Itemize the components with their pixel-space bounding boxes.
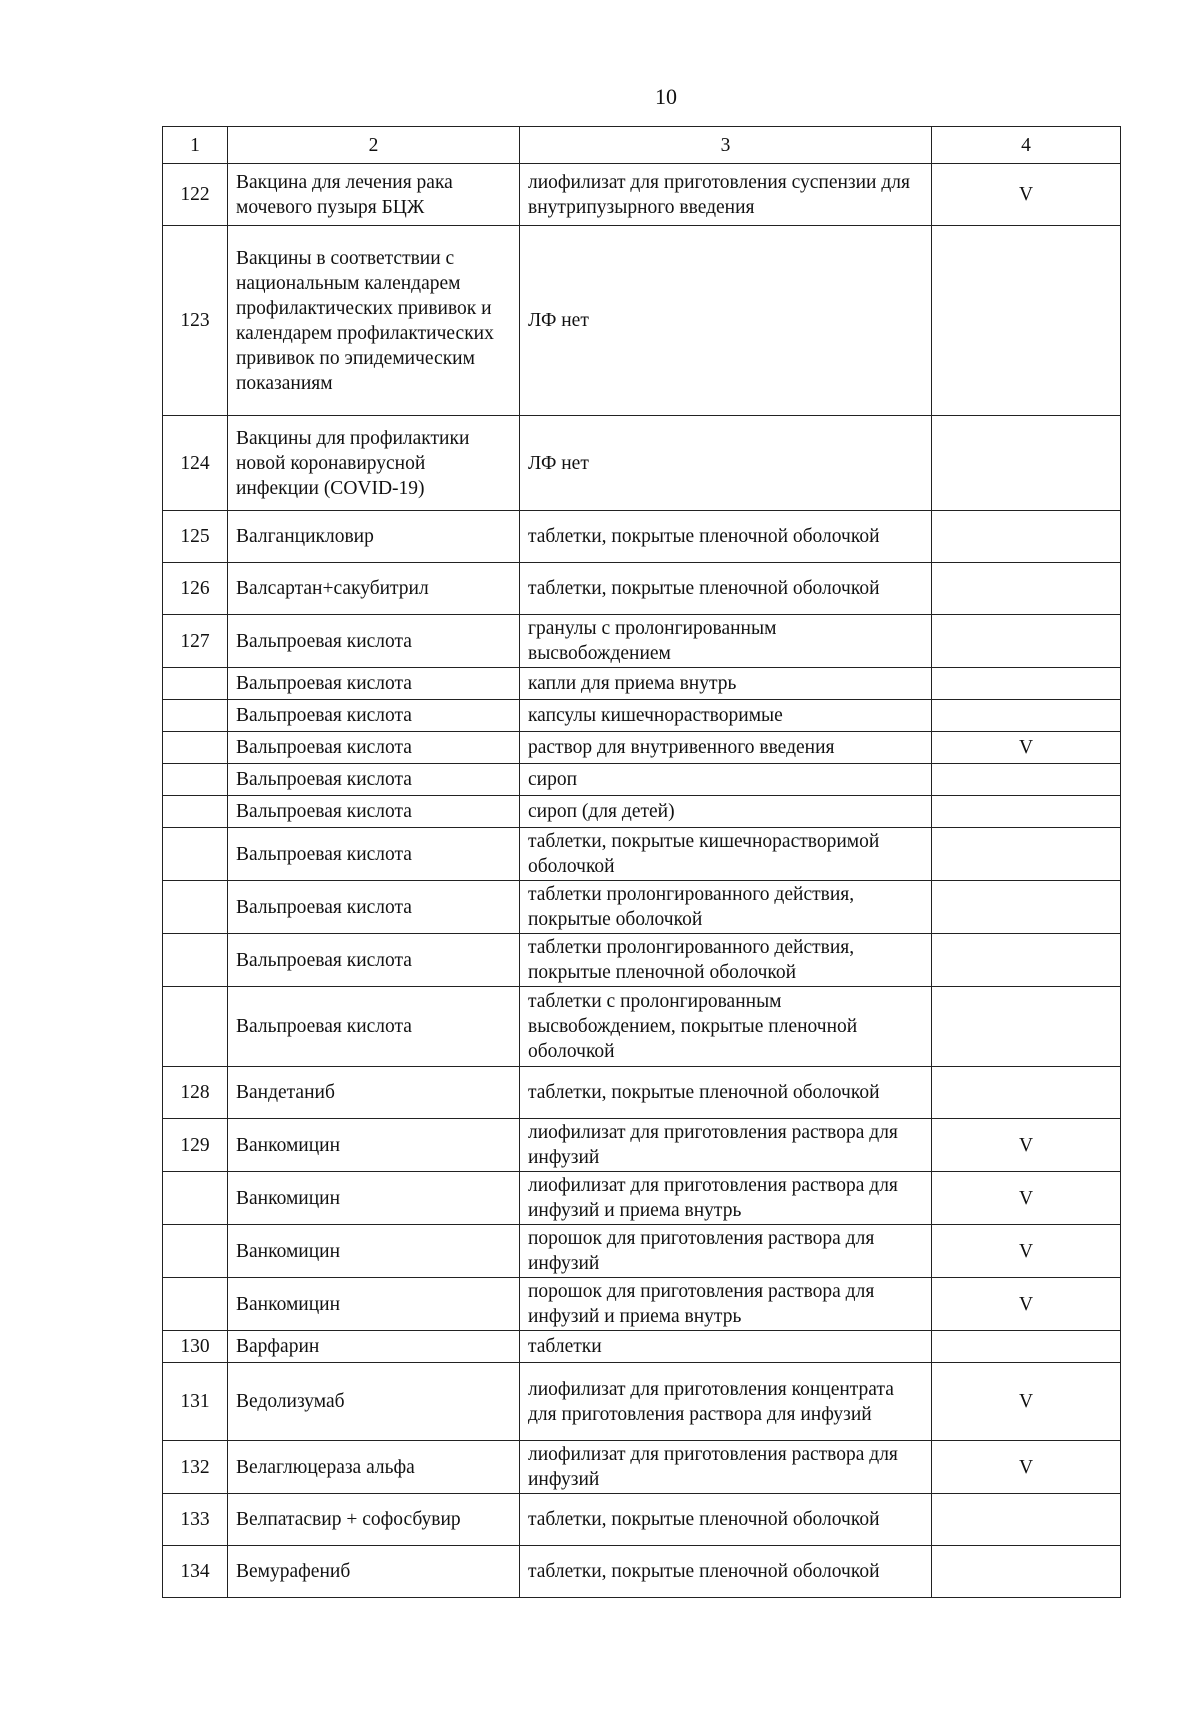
header-col-3: 3 bbox=[520, 127, 932, 164]
drug-name: Вандетаниб bbox=[228, 1067, 520, 1119]
header-col-4: 4 bbox=[932, 127, 1121, 164]
dosage-form: лиофилизат для приготовления раствора для инфузий bbox=[520, 1441, 932, 1494]
drug-name: Варфарин bbox=[228, 1331, 520, 1363]
mark: V bbox=[932, 1119, 1121, 1172]
table-row bbox=[163, 1331, 1121, 1363]
table-row bbox=[163, 987, 1121, 1067]
dosage-form: капли для приема внутрь bbox=[520, 668, 932, 700]
mark bbox=[932, 511, 1121, 563]
table-row bbox=[163, 1494, 1121, 1546]
drug-table bbox=[162, 126, 1121, 1598]
mark: V bbox=[932, 1278, 1121, 1331]
header-col-1: 1 bbox=[163, 127, 228, 164]
row-number: 122 bbox=[163, 164, 228, 226]
row-number: 123 bbox=[163, 226, 228, 416]
dosage-form: ЛФ нет bbox=[520, 416, 932, 511]
table-row bbox=[163, 1363, 1121, 1441]
drug-name: Вальпроевая кислота bbox=[228, 668, 520, 700]
row-number: 134 bbox=[163, 1546, 228, 1598]
table-row bbox=[163, 1067, 1121, 1119]
drug-name: Вальпроевая кислота bbox=[228, 934, 520, 987]
drug-name: Ванкомицин bbox=[228, 1119, 520, 1172]
mark bbox=[932, 987, 1121, 1067]
row-number: 129 bbox=[163, 1119, 228, 1172]
table-row bbox=[163, 1172, 1121, 1225]
row-number bbox=[163, 668, 228, 700]
mark bbox=[932, 226, 1121, 416]
row-number: 127 bbox=[163, 615, 228, 668]
drug-name: Вальпроевая кислота bbox=[228, 881, 520, 934]
mark bbox=[932, 416, 1121, 511]
row-number: 125 bbox=[163, 511, 228, 563]
dosage-form: таблетки bbox=[520, 1331, 932, 1363]
row-number: 128 bbox=[163, 1067, 228, 1119]
dosage-form: ЛФ нет bbox=[520, 226, 932, 416]
row-number bbox=[163, 1225, 228, 1278]
dosage-form: лиофилизат для приготовления раствора для инфузий bbox=[520, 1119, 932, 1172]
table-row bbox=[163, 511, 1121, 563]
dosage-form: таблетки, покрытые пленочной оболочкой bbox=[520, 1067, 932, 1119]
table-row bbox=[163, 615, 1121, 668]
table-row bbox=[163, 668, 1121, 700]
mark bbox=[932, 796, 1121, 828]
row-number bbox=[163, 934, 228, 987]
row-number bbox=[163, 881, 228, 934]
drug-name: Вальпроевая кислота bbox=[228, 615, 520, 668]
mark: V bbox=[932, 1225, 1121, 1278]
mark bbox=[932, 615, 1121, 668]
drug-name: Ванкомицин bbox=[228, 1172, 520, 1225]
row-number bbox=[163, 987, 228, 1067]
mark: V bbox=[932, 164, 1121, 226]
mark bbox=[932, 563, 1121, 615]
table-row bbox=[163, 700, 1121, 732]
drug-name: Вакцины для профилактики новой коронавирусной инфекции (COVID-19) bbox=[228, 416, 520, 511]
table-row bbox=[163, 1278, 1121, 1331]
row-number: 126 bbox=[163, 563, 228, 615]
row-number: 130 bbox=[163, 1331, 228, 1363]
mark bbox=[932, 881, 1121, 934]
mark bbox=[932, 1067, 1121, 1119]
drug-name: Вальпроевая кислота bbox=[228, 764, 520, 796]
dosage-form: лиофилизат для приготовления раствора для инфузий и приема внутрь bbox=[520, 1172, 932, 1225]
row-number bbox=[163, 796, 228, 828]
table-row bbox=[163, 934, 1121, 987]
dosage-form: порошок для приготовления раствора для инфузий bbox=[520, 1225, 932, 1278]
mark bbox=[932, 700, 1121, 732]
row-number bbox=[163, 764, 228, 796]
table-row bbox=[163, 1546, 1121, 1598]
dosage-form: таблетки, покрытые пленочной оболочкой bbox=[520, 563, 932, 615]
mark bbox=[932, 828, 1121, 881]
drug-name: Вакцины в соответствии с национальным календарем профилактических прививок и календарем профилактических прививок по эпидемическим показаниям bbox=[228, 226, 520, 416]
row-number: 131 bbox=[163, 1363, 228, 1441]
drug-name: Ванкомицин bbox=[228, 1225, 520, 1278]
drug-name: Валганцикловир bbox=[228, 511, 520, 563]
dosage-form: лиофилизат для приготовления концентрата для приготовления раствора для инфузий bbox=[520, 1363, 932, 1441]
table-row bbox=[163, 881, 1121, 934]
mark bbox=[932, 934, 1121, 987]
mark: V bbox=[932, 1441, 1121, 1494]
mark bbox=[932, 1494, 1121, 1546]
table-row bbox=[163, 764, 1121, 796]
dosage-form: таблетки пролонгированного действия, покрытые оболочкой bbox=[520, 881, 932, 934]
row-number bbox=[163, 732, 228, 764]
dosage-form: таблетки, покрытые кишечнорастворимой оболочкой bbox=[520, 828, 932, 881]
row-number bbox=[163, 1278, 228, 1331]
drug-name: Валсартан+сакубитрил bbox=[228, 563, 520, 615]
dosage-form: капсулы кишечнорастворимые bbox=[520, 700, 932, 732]
dosage-form: таблетки, покрытые пленочной оболочкой bbox=[520, 1494, 932, 1546]
drug-name: Вальпроевая кислота bbox=[228, 700, 520, 732]
mark bbox=[932, 1546, 1121, 1598]
dosage-form: гранулы с пролонгированным высвобождением bbox=[520, 615, 932, 668]
table-row bbox=[163, 563, 1121, 615]
drug-name: Велаглюцераза альфа bbox=[228, 1441, 520, 1494]
dosage-form: лиофилизат для приготовления суспензии для внутрипузырного введения bbox=[520, 164, 932, 226]
row-number: 124 bbox=[163, 416, 228, 511]
table-row bbox=[163, 164, 1121, 226]
table-row bbox=[163, 416, 1121, 511]
page-number: 10 bbox=[655, 84, 677, 109]
header-col-2: 2 bbox=[228, 127, 520, 164]
mark bbox=[932, 1331, 1121, 1363]
drug-name: Вальпроевая кислота bbox=[228, 987, 520, 1067]
drug-name: Вальпроевая кислота bbox=[228, 796, 520, 828]
table-header-row bbox=[163, 127, 1121, 164]
dosage-form: порошок для приготовления раствора для инфузий и приема внутрь bbox=[520, 1278, 932, 1331]
drug-name: Ведолизумаб bbox=[228, 1363, 520, 1441]
mark bbox=[932, 764, 1121, 796]
row-number: 133 bbox=[163, 1494, 228, 1546]
drug-name: Ванкомицин bbox=[228, 1278, 520, 1331]
dosage-form: таблетки, покрытые пленочной оболочкой bbox=[520, 1546, 932, 1598]
dosage-form: сироп (для детей) bbox=[520, 796, 932, 828]
table-row bbox=[163, 732, 1121, 764]
mark: V bbox=[932, 1363, 1121, 1441]
row-number: 132 bbox=[163, 1441, 228, 1494]
table-row bbox=[163, 828, 1121, 881]
drug-name: Вакцина для лечения рака мочевого пузыря БЦЖ bbox=[228, 164, 520, 226]
dosage-form: таблетки, покрытые пленочной оболочкой bbox=[520, 511, 932, 563]
table-row bbox=[163, 1225, 1121, 1278]
table-row bbox=[163, 1441, 1121, 1494]
table-row bbox=[163, 226, 1121, 416]
drug-name: Вемурафениб bbox=[228, 1546, 520, 1598]
mark: V bbox=[932, 1172, 1121, 1225]
row-number bbox=[163, 828, 228, 881]
dosage-form: раствор для внутривенного введения bbox=[520, 732, 932, 764]
drug-name: Вальпроевая кислота bbox=[228, 828, 520, 881]
row-number bbox=[163, 1172, 228, 1225]
dosage-form: сироп bbox=[520, 764, 932, 796]
drug-name: Велпатасвир + софосбувир bbox=[228, 1494, 520, 1546]
row-number bbox=[163, 700, 228, 732]
mark: V bbox=[932, 732, 1121, 764]
table-row bbox=[163, 796, 1121, 828]
dosage-form: таблетки с пролонгированным высвобождением, покрытые пленочной оболочкой bbox=[520, 987, 932, 1067]
dosage-form: таблетки пролонгированного действия, покрытые пленочной оболочкой bbox=[520, 934, 932, 987]
table-row bbox=[163, 1119, 1121, 1172]
drug-name: Вальпроевая кислота bbox=[228, 732, 520, 764]
mark bbox=[932, 668, 1121, 700]
